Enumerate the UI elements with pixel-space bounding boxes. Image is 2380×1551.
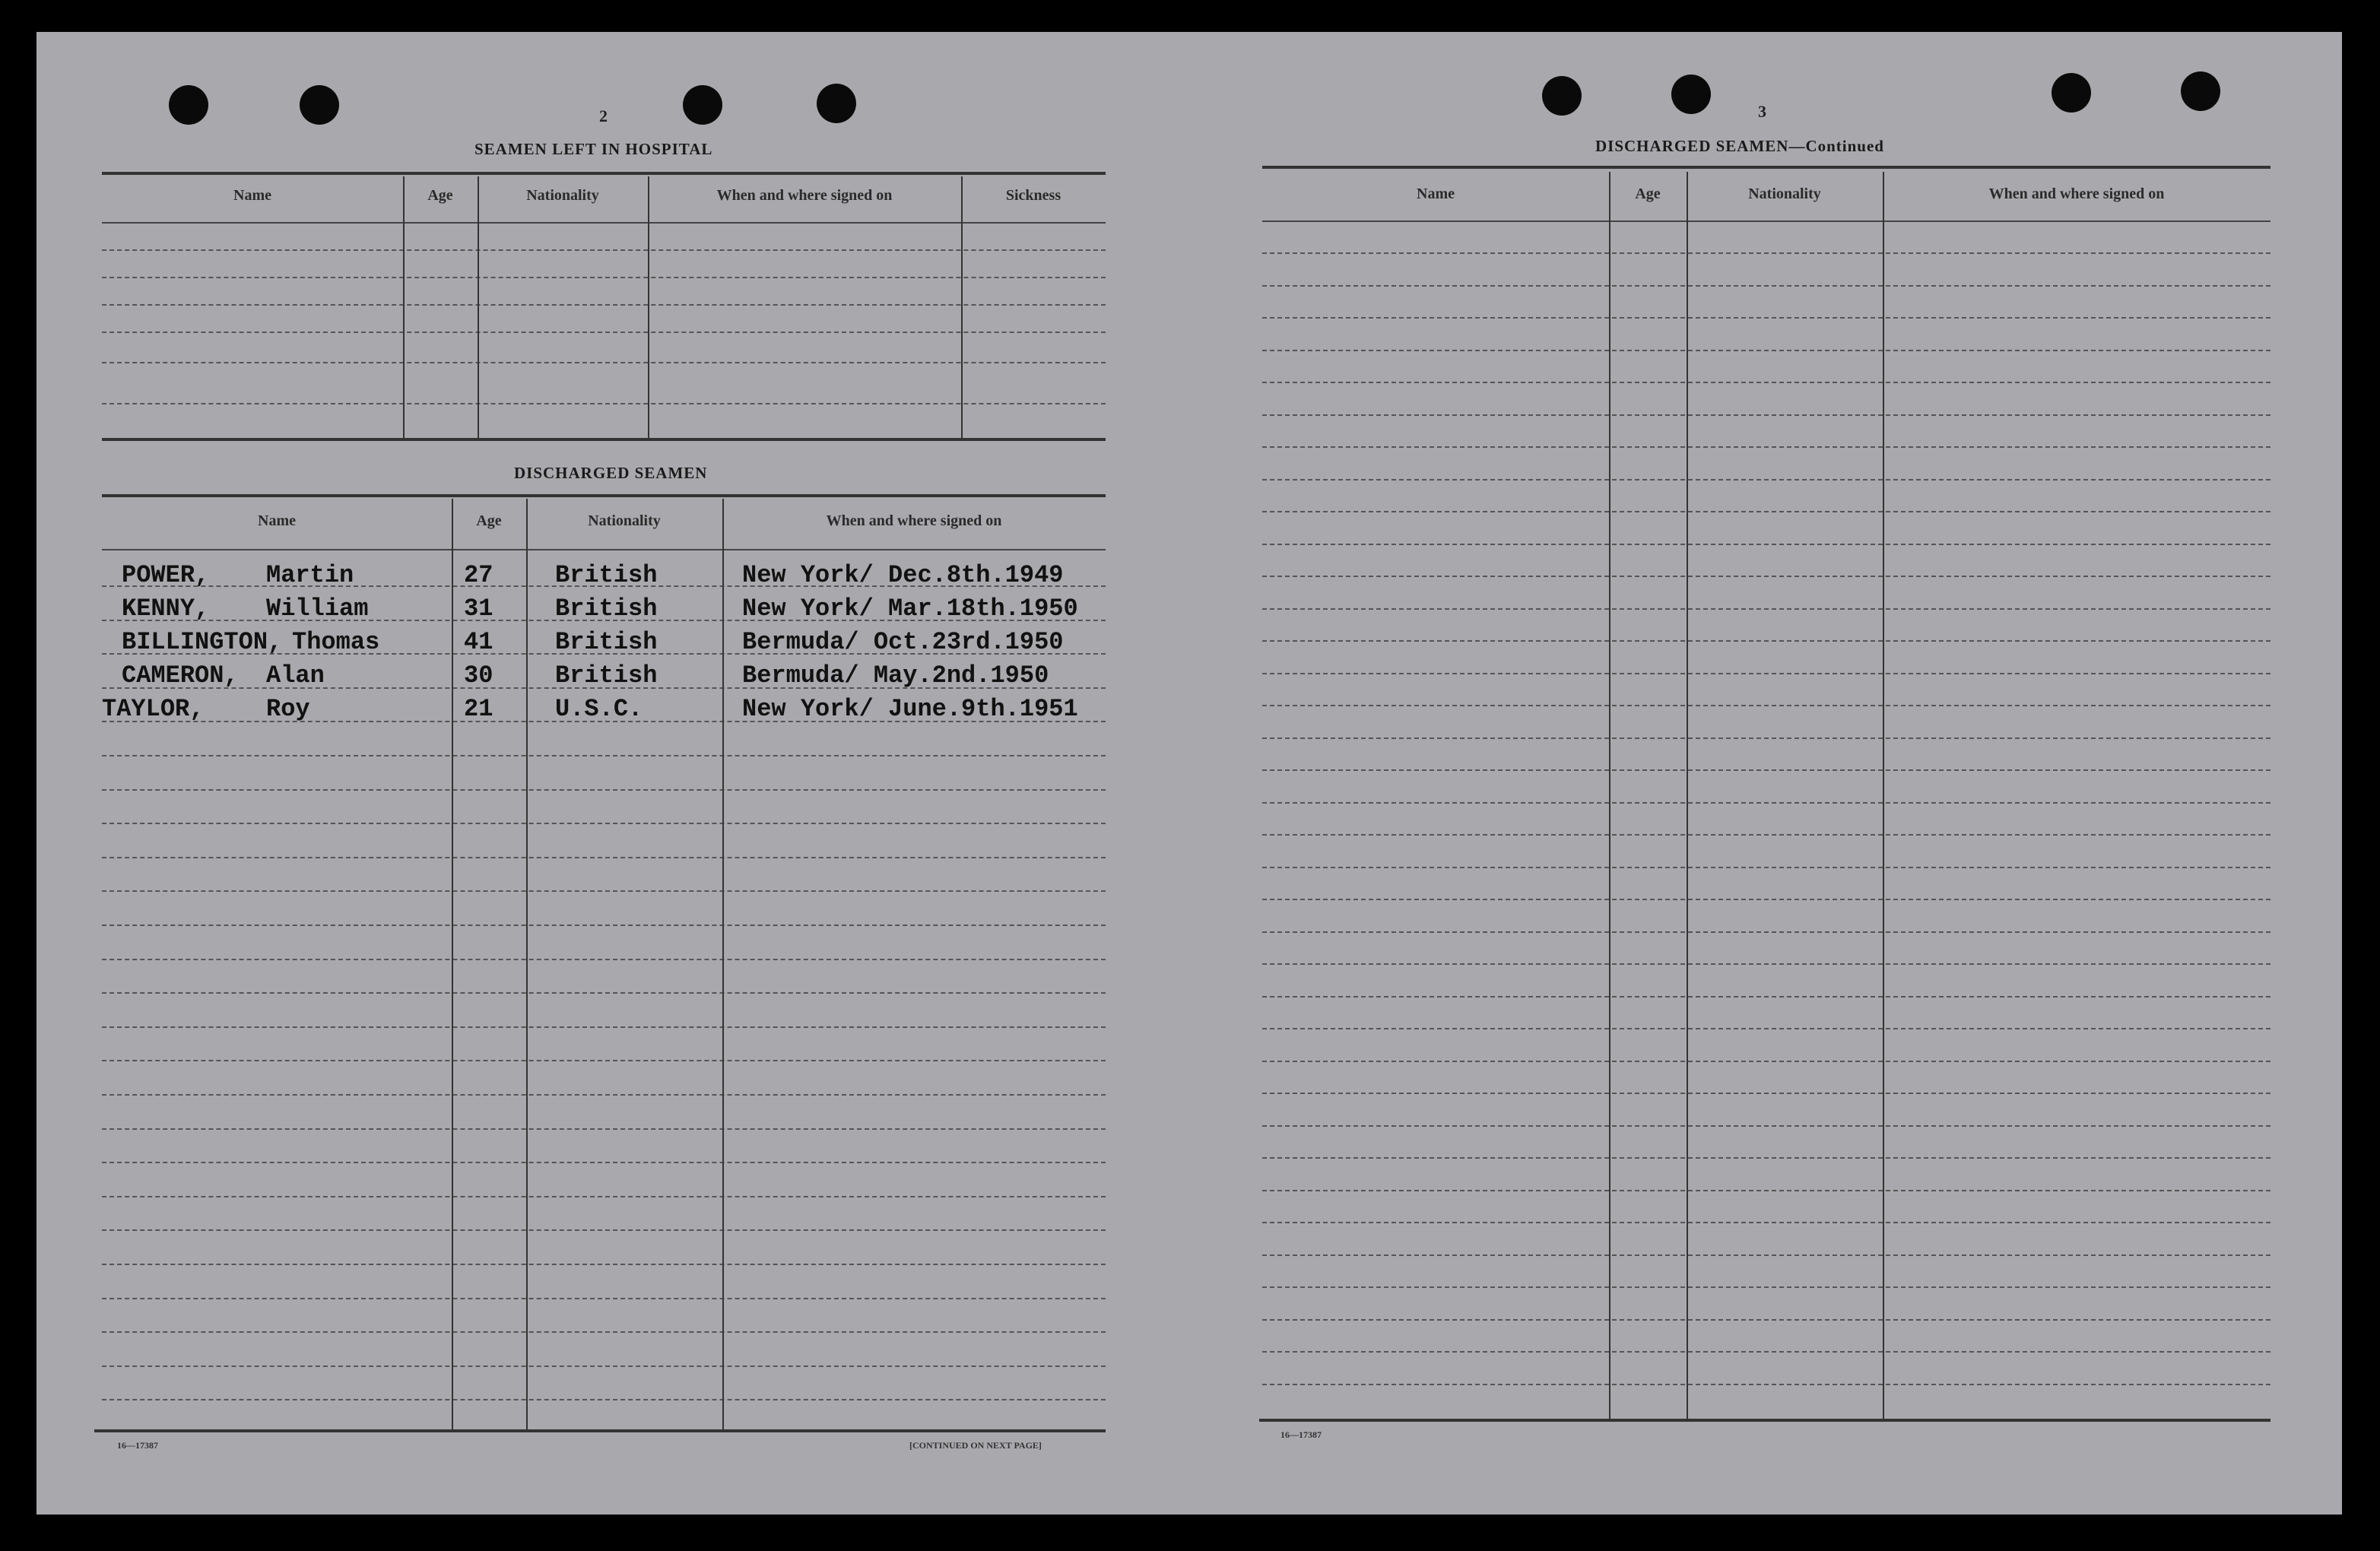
ruled-line [102, 925, 1106, 926]
ruled-line [1262, 511, 2271, 512]
seaman-given-name: Thomas [292, 628, 380, 656]
discharged-title: DISCHARGED SEAMEN [514, 464, 708, 482]
hospital-col-name: Name [233, 187, 271, 204]
ruled-line [102, 823, 1106, 824]
seaman-nationality: British [555, 628, 658, 656]
ruled-line [1262, 1319, 2271, 1321]
right-col-name: Name [1417, 186, 1455, 202]
ruled-line [1262, 1157, 2271, 1159]
ruled-line [102, 1060, 1106, 1061]
punch-hole [817, 84, 856, 123]
punch-hole [1542, 76, 1582, 116]
seaman-given-name: Alan [266, 661, 325, 690]
punch-hole [2181, 71, 2220, 111]
hospital-col-age: Age [427, 187, 453, 204]
punch-hole [2052, 73, 2091, 113]
seaman-signed-on: New York/ Dec.8th.1949 [742, 561, 1064, 589]
ruled-line [1262, 867, 2271, 868]
ruled-line [102, 1128, 1106, 1130]
hospital-col-nationality: Nationality [526, 187, 599, 204]
page-number-left: 2 [599, 106, 608, 125]
seaman-age: 31 [464, 595, 493, 623]
ruled-line [1262, 1351, 2271, 1353]
hospital-col-signed: When and where signed on [716, 187, 893, 204]
page-number-right: 3 [1758, 102, 1766, 121]
seaman-surname: POWER, [122, 561, 210, 589]
ruled-line [1262, 382, 2271, 383]
ruled-line [102, 959, 1106, 960]
ruled-line [102, 1094, 1106, 1096]
ruled-line [102, 857, 1106, 858]
ruled-line [1262, 1190, 2271, 1191]
ruled-line [102, 1298, 1106, 1299]
seaman-age: 41 [464, 628, 493, 656]
ruled-line [1262, 769, 2271, 771]
seaman-surname: CAMERON, [122, 661, 239, 690]
hospital-col-sickness: Sickness [1005, 187, 1061, 204]
ruled-line [1262, 931, 2271, 933]
punch-hole [169, 85, 208, 125]
seaman-signed-on: Bermuda/ Oct.23rd.1950 [742, 628, 1064, 656]
seaman-nationality: British [555, 595, 658, 623]
right-col-nationality: Nationality [1748, 186, 1821, 202]
seaman-nationality: British [555, 661, 658, 690]
ruled-line [1262, 1286, 2271, 1288]
punch-hole [683, 85, 722, 125]
seaman-given-name: Martin [266, 561, 354, 589]
seaman-surname: KENNY, [122, 595, 210, 623]
ruled-line [102, 1162, 1106, 1163]
ruled-line [1262, 414, 2271, 416]
ruled-line [1262, 1061, 2271, 1062]
form-number-right: 16—17387 [1280, 1429, 1322, 1440]
ruled-line [102, 992, 1106, 994]
ruled-line [102, 890, 1106, 892]
ruled-line [1262, 317, 2271, 319]
form-number-left: 16—17387 [117, 1440, 158, 1451]
ruled-line [1262, 1222, 2271, 1223]
discharged-col-signed: When and where signed on [826, 512, 1002, 529]
ruled-line [1262, 608, 2271, 610]
ruled-line [1262, 802, 2271, 804]
ruled-line [1262, 285, 2271, 287]
seaman-signed-on: New York/ June.9th.1951 [742, 695, 1078, 723]
ruled-line [1262, 479, 2271, 481]
ruled-line [102, 1229, 1106, 1231]
right-col-age: Age [1635, 186, 1661, 202]
punch-hole [1671, 75, 1711, 114]
ruled-line [1262, 899, 2271, 900]
seaman-signed-on: Bermuda/ May.2nd.1950 [742, 661, 1049, 690]
ruled-line [102, 1196, 1106, 1197]
seaman-age: 21 [464, 695, 493, 723]
ruled-line [1262, 640, 2271, 642]
discharged-col-nationality: Nationality [588, 512, 661, 529]
seaman-nationality: U.S.C. [555, 695, 643, 723]
ruled-line [1262, 705, 2271, 706]
ruled-line [1262, 737, 2271, 739]
ruled-line [1262, 1254, 2271, 1256]
seaman-surname: BILLINGTON, [122, 628, 283, 656]
continued-note: [CONTINUED ON NEXT PAGE] [909, 1440, 1042, 1451]
ruled-line [102, 1365, 1106, 1367]
ruled-line [102, 1399, 1106, 1400]
ruled-line [102, 1026, 1106, 1028]
right-title: DISCHARGED SEAMEN—Continued [1595, 137, 1884, 155]
punch-hole [300, 85, 339, 125]
ruled-line [1262, 1028, 2271, 1029]
seaman-age: 27 [464, 561, 493, 589]
seaman-given-name: William [266, 595, 369, 623]
ruled-line [1262, 996, 2271, 998]
ruled-line [1262, 834, 2271, 836]
seaman-given-name: Roy [266, 695, 310, 723]
ruled-line [1262, 673, 2271, 674]
ruled-line [1262, 576, 2271, 577]
ruled-line [1262, 963, 2271, 965]
document-sheet [36, 32, 2342, 1515]
ruled-line [102, 789, 1106, 791]
ruled-line [102, 755, 1106, 756]
seaman-surname: TAYLOR, [102, 695, 205, 723]
seaman-age: 30 [464, 661, 493, 690]
ruled-line [1262, 252, 2271, 254]
ruled-line [102, 1331, 1106, 1333]
ruled-line [1262, 1125, 2271, 1127]
ruled-line [1262, 1384, 2271, 1385]
discharged-col-name: Name [258, 512, 296, 529]
ruled-line [1262, 350, 2271, 351]
ruled-line [1262, 544, 2271, 545]
ruled-line [1262, 446, 2271, 448]
hospital-title: SEAMEN LEFT IN HOSPITAL [474, 140, 713, 158]
right-col-signed: When and where signed on [1988, 186, 2165, 202]
seaman-nationality: British [555, 561, 658, 589]
ruled-line [1262, 1093, 2271, 1094]
seaman-signed-on: New York/ Mar.18th.1950 [742, 595, 1078, 623]
discharged-col-age: Age [476, 512, 502, 529]
ruled-line [102, 1264, 1106, 1265]
